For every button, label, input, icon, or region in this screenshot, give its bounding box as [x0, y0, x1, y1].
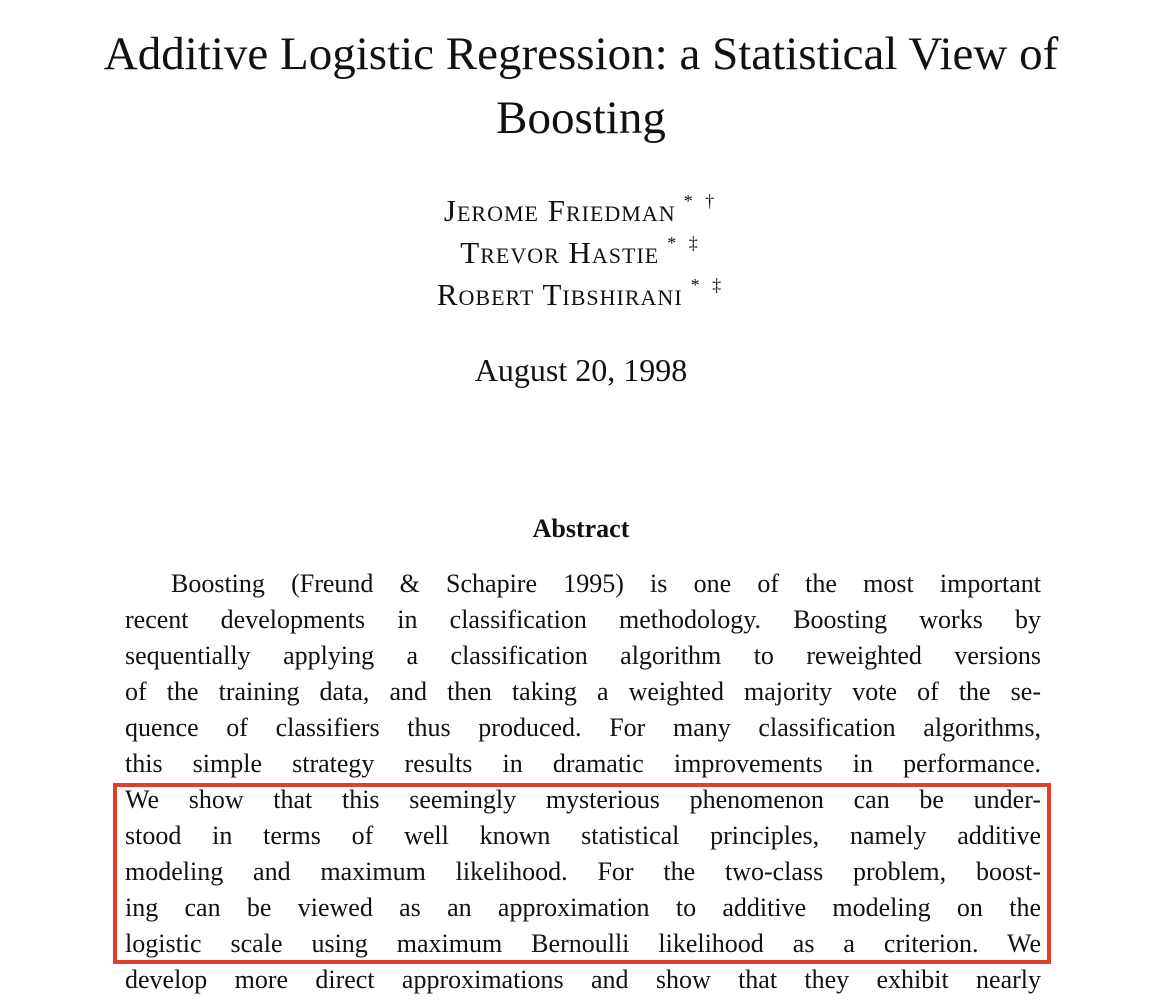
- author-footnote-marks: * ‡: [690, 275, 726, 295]
- abstract-line: recent developments in classification methodology. Boosting works by: [125, 605, 1041, 634]
- abstract-line: of the training data, and then taking a weighted majority vote of the se-: [125, 677, 1041, 706]
- author-footnote-marks: * ‡: [667, 233, 702, 253]
- abstract-line: stood in terms of well known statistical principles, namely additive: [125, 821, 1041, 850]
- author-name: Robert Tibshirani: [436, 277, 683, 312]
- author-name: Jerome Friedman: [443, 193, 676, 228]
- author-tibshirani: [0, 274, 1162, 316]
- abstract-line: ing can be viewed as an approximation to additive modeling on the: [125, 893, 1041, 922]
- abstract-line: quence of classifiers thus produced. For many classification algorithms,: [125, 713, 1041, 742]
- abstract-line: sequentially applying a classification algorithm to reweighted versions: [125, 641, 1041, 670]
- author-name: Trevor Hastie: [460, 235, 660, 270]
- author-list: [0, 190, 1162, 316]
- abstract-line: modeling and maximum likelihood. For the two-class problem, boost-: [125, 857, 1041, 886]
- author-hastie: [0, 232, 1162, 274]
- abstract-line: develop more direct approximations and show that they exhibit nearly: [125, 965, 1041, 994]
- author-friedman: [0, 190, 1162, 232]
- abstract-line: logistic scale using maximum Bernoulli likelihood as a criterion. We: [125, 929, 1041, 958]
- abstract-line: We show that this seemingly mysterious phenomenon can be under-: [125, 785, 1041, 814]
- author-footnote-marks: * †: [683, 191, 719, 211]
- abstract-line: Boosting (Freund & Schapire 1995) is one of the most important: [171, 569, 1041, 598]
- title-line-2: Boosting: [496, 92, 666, 144]
- paper-title: [0, 22, 1162, 150]
- paper-date: August 20, 1998: [474, 352, 688, 388]
- title-line-1: Additive Logistic Regression: a Statistical View of: [103, 28, 1059, 80]
- abstract-line: this simple strategy results in dramatic improvements in performance.: [125, 749, 1041, 778]
- abstract-heading: Abstract: [532, 514, 630, 543]
- abstract-body: [125, 566, 1041, 998]
